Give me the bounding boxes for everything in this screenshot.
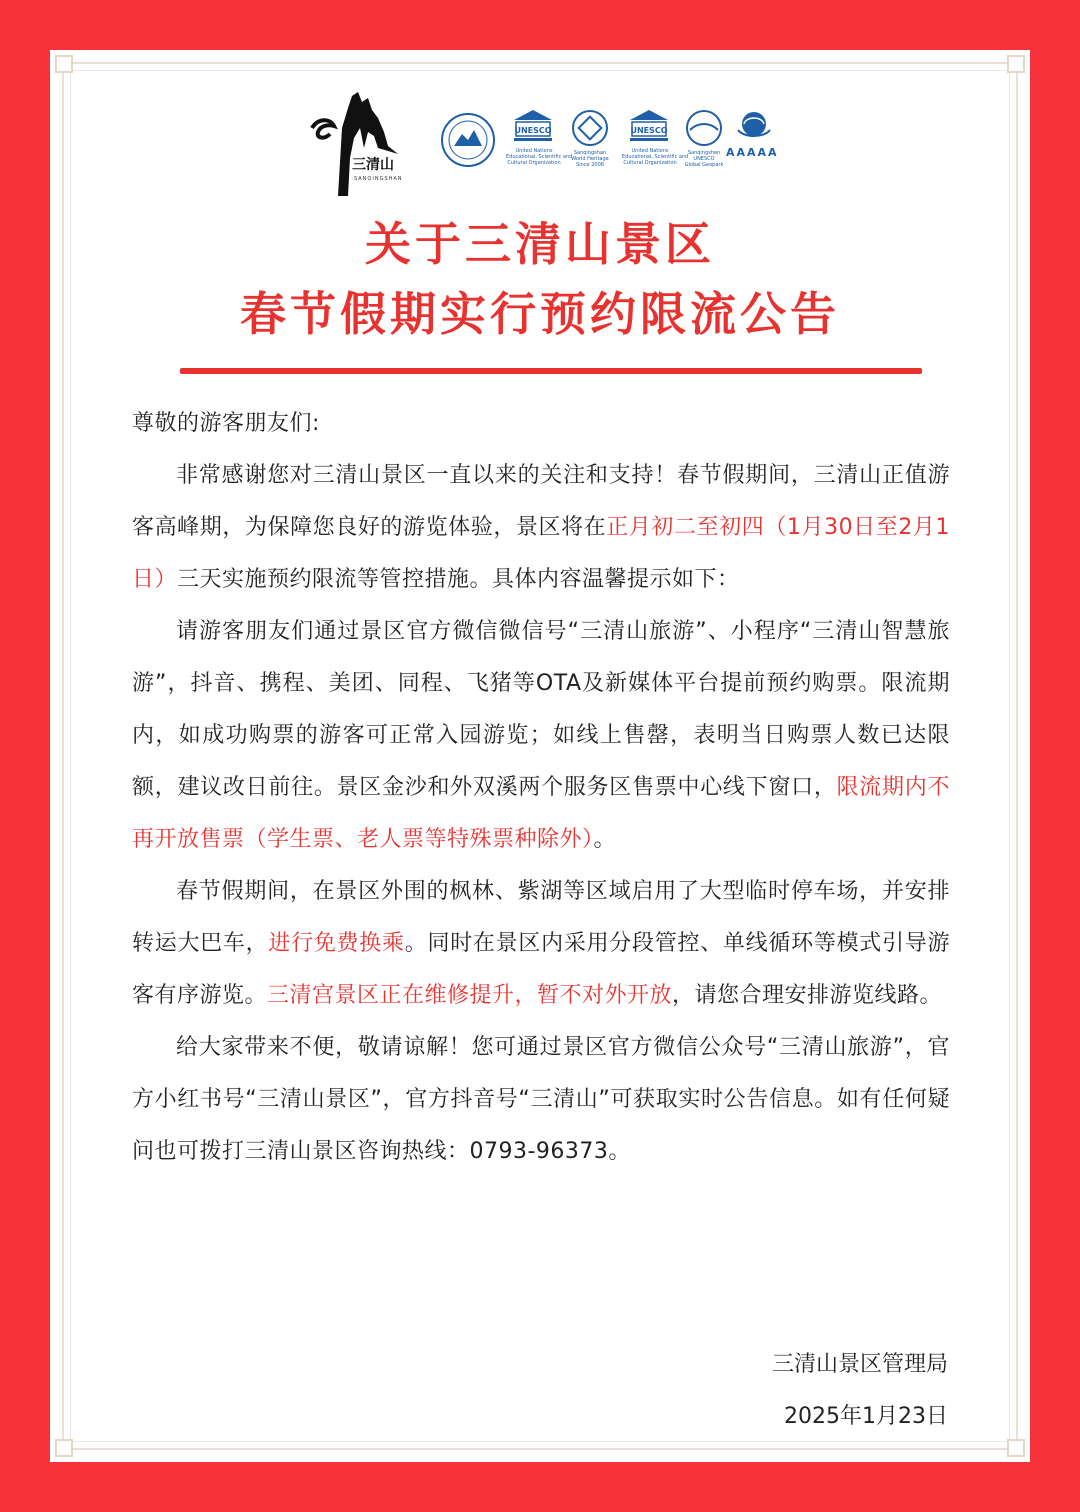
notice-body — [132, 398, 950, 1178]
frame-corner — [55, 1439, 73, 1457]
frame-corner — [1007, 1439, 1025, 1457]
paragraph-text: 。同时在景区内采用分段管控、单线循环等模式引导游客有序游览。 — [132, 931, 950, 1008]
sanqingshan-logo — [308, 88, 408, 198]
aaaaa-label: AAAAA — [726, 146, 779, 159]
world-heritage-emblem-icon — [440, 112, 496, 172]
paragraph-4 — [132, 1022, 950, 1178]
logo-caption: Sanqingshan UNESCO Global Geopark — [684, 150, 724, 168]
logo-caption: United Nations Educational, Scientific and Cultural Organization — [622, 148, 689, 166]
greeting: 尊敬的游客朋友们: — [132, 411, 320, 436]
signature-org: 三清山景区管理局 — [771, 1352, 948, 1377]
paragraph-1 — [132, 450, 950, 606]
global-geopark-icon — [684, 108, 724, 168]
aaaaa-badge-icon — [726, 108, 779, 159]
highlight-text: 限流期内不再开放售票（学生票、老人票等特殊票种除外） — [132, 775, 950, 852]
paragraph-text: ，请您合理安排游览线路。 — [672, 983, 943, 1008]
highlight-text: 三清宫景区正在维修提升，暂不对外开放 — [267, 983, 673, 1008]
highlight-text: 正月初二至初四（1月30日至2月1日） — [132, 515, 950, 592]
brand-name-en: SANQINGSHAN — [354, 176, 403, 182]
paragraph-text: 非常感谢您对三清山景区一直以来的关注和支持！春节假期间，三清山正值游客高峰期，为保障您良好的游览体验，景区将在 — [132, 463, 950, 540]
paragraph-2 — [132, 606, 950, 866]
paragraph-text: 三天实施预约限流等管控措施。具体内容温馨提示如下： — [177, 567, 740, 592]
title-line-1: 关于三清山景区 — [365, 217, 715, 271]
paragraph-text: 给大家带来不便，敬请谅解！您可通过景区官方微信公众号“三清山旅游”，官方小红书号“三清山景区”，官方抖音号“三清山”可获取实时公告信息。如有任何疑问也可拨打三清山景区咨询热线：0793-96373。 — [132, 1035, 950, 1164]
logo-caption: United Nations Educational, Scientific and Cultural Organization — [506, 148, 573, 166]
unesco-logo-icon — [506, 108, 573, 166]
world-heritage-icon — [570, 108, 610, 168]
logo-caption: Sanqingshan World Heritage Since 2008 — [571, 150, 609, 168]
partner-logos — [440, 108, 780, 178]
frame-corner — [55, 55, 73, 73]
signature-date: 2025年1月23日 — [784, 1404, 948, 1429]
svg-text:UNESCO: UNESCO — [630, 126, 668, 135]
title-divider — [180, 368, 922, 374]
frame-corner — [1007, 55, 1025, 73]
title-line-2: 春节假期实行预约限流公告 — [240, 287, 840, 341]
paragraph-3 — [132, 866, 950, 1022]
paragraph-text: 春节假期间，在景区外围的枫林、紫湖等区域启用了大型临时停车场，并安排转运大巴车， — [132, 879, 950, 956]
svg-text:UNESCO: UNESCO — [514, 126, 552, 135]
paragraph-text: 请游客朋友们通过景区官方微信微信号“三清山旅游”、小程序“三清山智慧旅游”，抖音、携程、美团、同程、飞猪等OTA及新媒体平台提前预约购票。限流期内，如成功购票的游客可正常入园游览；如线上售罄，表明当日购票人数已达限额，建议改日前往。景区金沙和外双溪两个服务区售票中心线下窗口， — [132, 619, 950, 800]
notice-paper — [50, 50, 1030, 1462]
paragraph-text: 。 — [593, 827, 617, 852]
unesco-logo-icon — [622, 108, 689, 166]
brand-name: 三清山 — [352, 157, 394, 173]
highlight-text: 进行免费换乘 — [268, 931, 405, 956]
